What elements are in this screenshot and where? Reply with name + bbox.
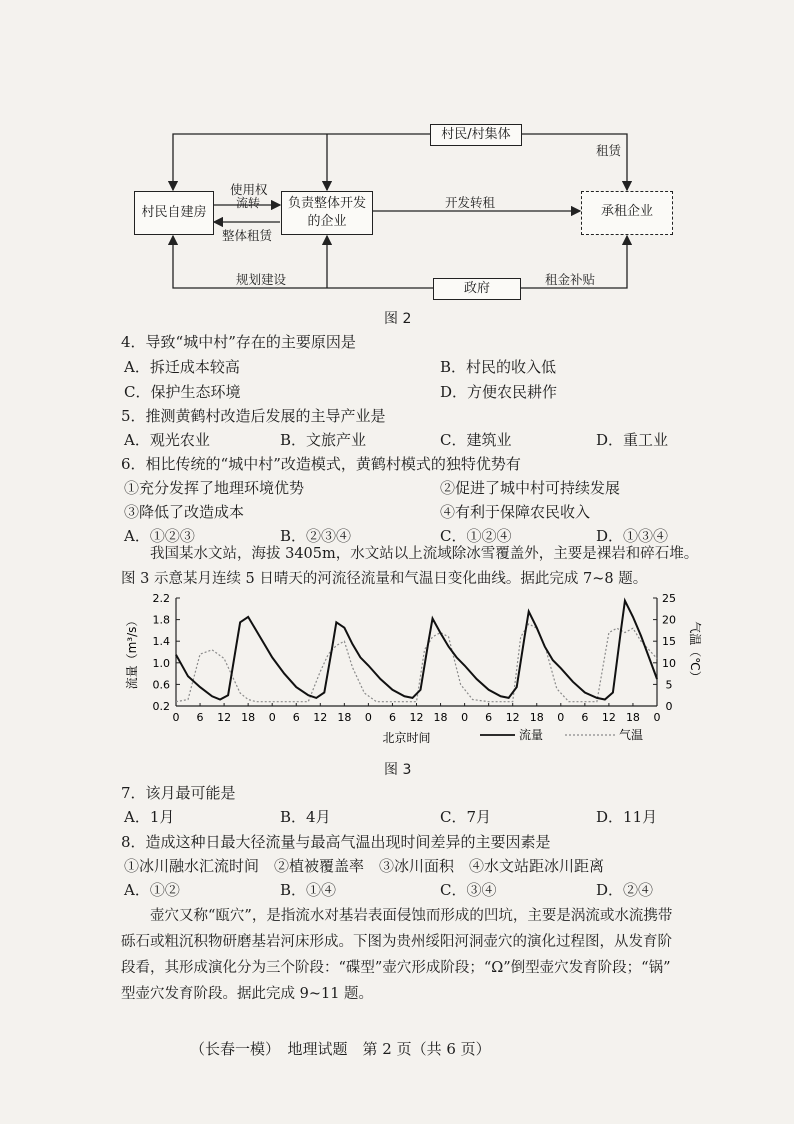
x-tick-label: 6 — [388, 711, 396, 724]
x-axis-label: 北京时间 — [382, 731, 431, 745]
question-5-option-b[interactable]: B．文旅产业 — [280, 431, 367, 449]
self-built-housing-box: 村民自建房 — [134, 191, 214, 235]
y-tick-label-right: 15 — [662, 635, 676, 649]
figure-3-chart — [110, 588, 710, 768]
question-8-option-b[interactable]: B．①④ — [280, 881, 337, 899]
label-develop-sublet: 开发转租 — [445, 195, 496, 210]
lessee-enterprise-box: 承租企业 — [581, 191, 673, 235]
question-5-stem: 5．推测黄鹤村改造后发展的主导产业是 — [121, 407, 386, 425]
y-tick-label-left: 1.4 — [152, 635, 170, 649]
question-6-statement-1: ①充分发挥了地理环境优势 — [124, 479, 305, 497]
y-tick-label-right: 5 — [665, 678, 673, 692]
x-tick-label: 0 — [557, 711, 565, 724]
x-tick-label: 18 — [241, 711, 256, 724]
label-use-right-line2: 流转 — [236, 196, 261, 210]
question-4-option-b[interactable]: B．村民的收入低 — [440, 358, 557, 376]
question-7-option-a[interactable]: A．1月 — [124, 808, 175, 826]
developer-enterprise-box: 负责整体开发的企业 — [281, 191, 373, 235]
x-tick-label: 6 — [292, 711, 300, 724]
x-tick-label: 12 — [601, 711, 616, 724]
question-7-stem: 7．该月最可能是 — [121, 784, 236, 802]
intro-9-11-line-3: 段看，其形成演化分为三个阶段：“碟型”壶穴形成阶段；“Ω”倒型壶穴发育阶段；“锅” — [121, 960, 671, 976]
label-use-right-line1: 使用权 — [230, 182, 268, 197]
x-tick-label: 6 — [581, 711, 589, 724]
question-8-statements: ①冰川融水汇流时间 ②植被覆盖率 ③冰川面积 ④水文站距冰川距离 — [124, 857, 605, 875]
question-6-stem: 6．相比传统的“城中村”改造模式，黄鹤村模式的独特优势有 — [121, 455, 521, 473]
x-tick-label: 12 — [505, 711, 520, 724]
intro-9-11-line-2: 砾石或粗沉积物研磨基岩河床形成。下图为贵州绥阳河洞壶穴的演化过程图，从发育阶 — [121, 934, 672, 950]
x-tick-label: 0 — [268, 711, 276, 724]
x-tick-label: 18 — [529, 711, 544, 724]
y-tick-label-right: 20 — [662, 613, 676, 627]
label-rent-subsidy: 租金补贴 — [545, 272, 596, 287]
question-5-option-d[interactable]: D．重工业 — [596, 431, 669, 449]
intro-9-11-line-1: 壶穴又称“瓯穴”，是指流水对基岩表面侵蚀而形成的凹坑，主要是涡流或水流携带 — [150, 908, 673, 924]
intro-9-11-line-4: 型壶穴发育阶段。据此完成 9~11 题。 — [121, 986, 374, 1002]
page-footer: （长春一模） 地理试题 第 2 页（共 6 页） — [190, 1040, 491, 1058]
question-6-statement-2: ②促进了城中村可持续发展 — [440, 479, 621, 497]
question-6-statement-4: ④有利于保障农民收入 — [440, 503, 591, 521]
government-box: 政府 — [433, 278, 521, 300]
x-tick-label: 12 — [217, 711, 232, 724]
x-tick-label: 12 — [409, 711, 424, 724]
x-tick-label: 0 — [653, 711, 661, 724]
question-8-stem: 8．造成这种日最大径流量与最高气温出现时间差异的主要因素是 — [121, 833, 551, 851]
x-tick-label: 0 — [364, 711, 372, 724]
y-tick-label-left: 2.2 — [152, 592, 170, 605]
x-tick-label: 0 — [461, 711, 469, 724]
y-tick-label-right: 0 — [665, 700, 673, 713]
x-tick-label: 18 — [625, 711, 640, 724]
legend-flow-label: 流量 — [519, 728, 544, 742]
figure-2-caption: 图 2 — [384, 311, 412, 327]
label-lease: 租赁 — [596, 143, 622, 158]
intro-7-8-line-1: 我国某水文站，海拔 3405m，水文站以上流域除冰雪覆盖外，主要是裸岩和碎石堆。 — [150, 546, 699, 562]
y-axis-label-left: 流量（m³/s） — [125, 614, 139, 690]
question-6-option-b[interactable]: B．②③④ — [280, 527, 352, 545]
y-tick-label-right: 25 — [662, 592, 676, 605]
y-tick-label-left: 1.8 — [152, 613, 170, 627]
question-7-option-d[interactable]: D．11月 — [596, 808, 658, 826]
label-plan-build: 规划建设 — [236, 272, 287, 287]
series-temperature-line — [176, 624, 657, 702]
question-8-option-d[interactable]: D．②④ — [596, 881, 654, 899]
villagers-collective-box: 村民/村集体 — [430, 124, 522, 146]
question-6-option-d[interactable]: D．①③④ — [596, 527, 669, 545]
y-tick-label-left: 0.2 — [152, 700, 170, 713]
question-4-option-c[interactable]: C．保护生态环境 — [124, 383, 241, 401]
y-tick-label-right: 10 — [662, 656, 676, 670]
question-8-option-c[interactable]: C．③④ — [440, 881, 497, 899]
x-tick-label: 12 — [313, 711, 328, 724]
y-tick-label-left: 1.0 — [152, 656, 170, 670]
question-4-option-a[interactable]: A．拆迁成本较高 — [124, 358, 240, 376]
question-6-statement-3: ③降低了改造成本 — [124, 503, 245, 521]
figure-3-caption: 图 3 — [384, 762, 412, 778]
question-4-option-d[interactable]: D．方便农民耕作 — [440, 383, 558, 401]
question-5-option-a[interactable]: A．观光农业 — [124, 431, 210, 449]
question-8-option-a[interactable]: A．①② — [124, 881, 180, 899]
x-tick-label: 18 — [337, 711, 352, 724]
question-6-option-a[interactable]: A．①②③ — [124, 527, 195, 545]
x-tick-label: 6 — [196, 711, 204, 724]
question-7-option-b[interactable]: B．4月 — [280, 808, 331, 826]
question-4-stem: 4．导致“城中村”存在的主要原因是 — [121, 333, 356, 351]
x-tick-label: 0 — [172, 711, 180, 724]
label-whole-rent: 整体租赁 — [222, 228, 273, 243]
x-tick-label: 6 — [485, 711, 493, 724]
y-tick-label-left: 0.6 — [152, 678, 170, 692]
question-6-option-c[interactable]: C．①②④ — [440, 527, 512, 545]
figure-2-arrows — [0, 0, 794, 330]
question-5-option-c[interactable]: C．建筑业 — [440, 431, 512, 449]
intro-7-8-line-2: 图 3 示意某月连续 5 日晴天的河流径流量和气温日变化曲线。据此完成 7~8 题。 — [121, 571, 648, 587]
legend-temperature-label: 气温 — [619, 728, 644, 742]
series-flow-line — [176, 601, 657, 700]
y-axis-label-right: 气温（℃） — [688, 621, 702, 683]
question-7-option-c[interactable]: C．7月 — [440, 808, 492, 826]
x-tick-label: 18 — [433, 711, 448, 724]
